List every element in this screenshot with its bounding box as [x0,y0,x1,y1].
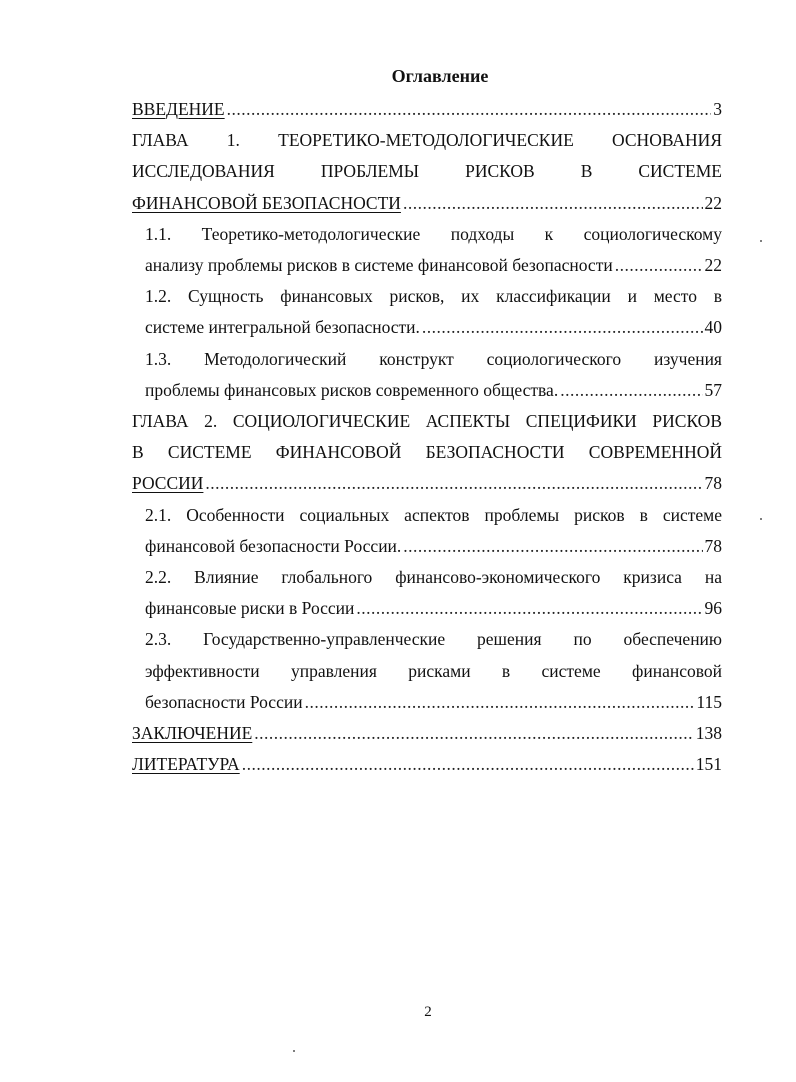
toc-entry-section-1-2[interactable] [132,281,722,343]
toc-page-number: 138 [695,723,722,744]
toc-page-number: 78 [704,473,722,494]
toc-page-number: 96 [704,598,722,619]
toc-entry-line: В СИСТЕМЕ ФИНАНСОВОЙ БЕЗОПАСНОСТИ СОВРЕМЕННОЙ [132,442,722,463]
dot-leader [403,188,703,219]
toc-entry-last-line [145,375,722,406]
toc-entry-last-line [145,531,722,562]
toc-entry-chapter-1[interactable] [132,125,722,219]
toc-entry-line: ИССЛЕДОВАНИЯ ПРОБЛЕМЫ РИСКОВ В СИСТЕМЕ [132,161,722,182]
scan-artifact [760,518,762,520]
toc-entry-section-2-2[interactable] [132,562,722,624]
toc-entry-literature[interactable] [132,749,722,780]
toc-entry-title: анализу проблемы рисков в системе финансовой безопасности [145,255,613,276]
toc-entry-title: финансовые риски в России [145,598,355,619]
dot-leader [254,718,693,749]
dot-leader [403,531,702,562]
dot-leader [205,468,702,499]
dot-leader [615,250,703,281]
toc-entry-title: безопасности России [145,691,303,712]
toc-page-number: 115 [696,691,722,712]
toc-entry-last-line [132,188,722,219]
toc-entry-section-1-1[interactable] [132,219,722,281]
toc-entry-last-line [145,250,722,281]
toc-entry-introduction[interactable] [132,94,722,125]
toc-entry-line: эффективности управления рисками в системе финансовой [145,660,722,681]
toc-entry-title: системе интегральной безопасности. [145,317,420,338]
dot-leader [560,375,702,406]
toc-entry-title: ЛИТЕРАТУРА [132,754,240,775]
toc-entry-last-line [132,468,722,499]
page-number: 2 [424,1004,432,1020]
dot-leader [242,749,694,780]
toc-title: Оглавление [391,66,489,86]
toc-entry-title: проблемы финансовых рисков современного общества. [145,379,559,400]
table-of-contents [132,94,722,780]
toc-entry-title: ВВЕДЕНИЕ [132,99,225,119]
toc-entry-last-line [145,593,722,624]
toc-entry-chapter-2[interactable] [132,406,722,500]
toc-page-number: 22 [704,255,722,276]
toc-entry-last-line [145,312,722,343]
toc-page-number: 78 [704,535,722,556]
toc-entry-last-line [132,718,722,749]
dot-leader [356,593,702,624]
toc-entry-title: ФИНАНСОВОЙ БЕЗОПАСНОСТИ [132,192,401,213]
toc-entry-section-1-3[interactable] [132,344,722,406]
toc-page-number: 151 [695,754,722,775]
toc-page-number: 40 [704,317,722,338]
toc-page-number: 57 [704,379,722,400]
toc-entry-title: РОССИИ [132,473,204,494]
toc-entry-line: 1.2. Сущность финансовых рисков, их классификации и место в [145,286,722,307]
toc-entry-line: 2.3. Государственно-управленческие решения по обеспечению [145,629,722,650]
toc-entry-last-line [132,749,722,780]
toc-entry-last-line [132,94,722,125]
toc-entry-line: 1.3. Методологический конструкт социологического изучения [145,348,722,369]
toc-page-number: 3 [713,99,722,119]
dot-leader [227,94,712,125]
scan-artifact [293,1050,295,1052]
scan-artifact [760,240,762,242]
toc-entry-line: 2.1. Особенности социальных аспектов проблемы рисков в системе [145,504,722,525]
toc-entry-line: 2.2. Влияние глобального финансово-экономического кризиса на [145,567,722,588]
dot-leader [422,312,703,343]
toc-entry-section-2-3[interactable] [132,624,722,718]
dot-leader [305,687,695,718]
toc-entry-title: финансовой безопасности России. [145,535,402,556]
toc-entry-section-2-1[interactable] [132,500,722,562]
toc-entry-line: ГЛАВА 1. ТЕОРЕТИКО-МЕТОДОЛОГИЧЕСКИЕ ОСНОВАНИЯ [132,130,722,151]
toc-entry-line: ГЛАВА 2. СОЦИОЛОГИЧЕСКИЕ АСПЕКТЫ СПЕЦИФИКИ РИСКОВ [132,411,722,432]
toc-entry-line: 1.1. Теоретико-методологические подходы к социологическому [145,223,722,244]
toc-entry-last-line [145,687,722,718]
toc-entry-title: ЗАКЛЮЧЕНИЕ [132,723,253,744]
toc-entry-conclusion[interactable] [132,718,722,749]
toc-page-number: 22 [704,192,722,213]
